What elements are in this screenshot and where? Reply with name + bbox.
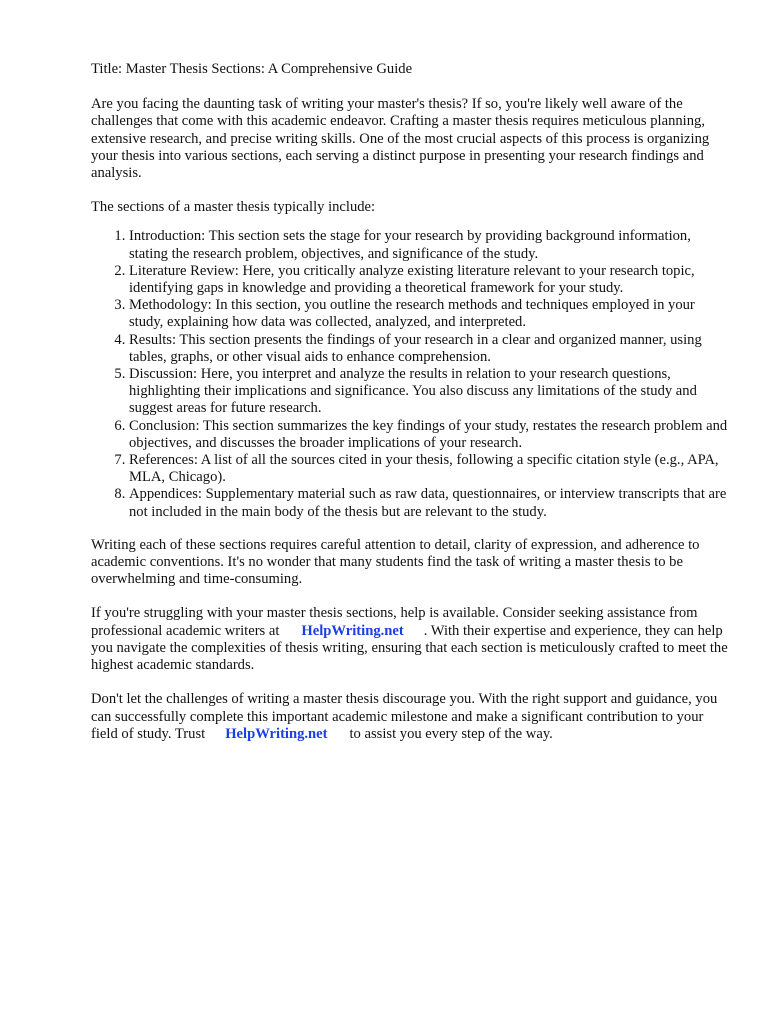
list-item: 1. Introduction: This section sets the stage for your research by providing background information, stating the research problem, objectives, and significance of the study. — [129, 228, 731, 262]
attention-paragraph: Writing each of these sections requires careful attention to detail, clarity of expression, and adherence to academic conventions. It's no wonder that many students find the task of writing a master thesis to be overwhelming and time-consuming. — [91, 536, 700, 588]
helpwriting-link[interactable]: HelpWriting.net — [301, 622, 404, 639]
intro-paragraph: Are you facing the daunting task of writing your master's thesis? If so, you're likely well aware of the challenges that come with this academic endeavor. Crafting a master thesis requires meticulous planning, extensive research, and precise writing skills. One of the most crucial aspects of this process is organizing your thesis into various sections, each serving a distinct purpose in presenting your research findings and analysis. — [91, 96, 710, 182]
closing-text-after: to assist you every step of the way. — [349, 725, 553, 742]
help-text-after: . With their expertise and experience, they can help you navigate the complexities of thesis writing, ensuring that each section is meticulously crafted to meet the highest academic standards. — [91, 622, 728, 674]
helpwriting-link-closing[interactable]: HelpWriting.net — [225, 725, 328, 742]
list-item: 3. Methodology: In this section, you outline the research methods and techniques employed in your study, explaining how data was collected, analyzed, and interpreted. — [129, 297, 731, 331]
help-text-before: If you're struggling with your master thesis sections, help is available. Consider seeking assistance from professional academic writers at — [91, 605, 698, 639]
sections-list — [91, 228, 731, 520]
list-item: 7. References: A list of all the sources cited in your thesis, following a specific citation style (e.g., APA, MLA, Chicago). — [129, 452, 731, 486]
list-item: 4. Results: This section presents the findings of your research in a clear and organized manner, using tables, graphs, or other visual aids to enhance comprehension. — [129, 332, 731, 366]
closing-text-before: Don't let the challenges of writing a master thesis discourage you. With the right support and guidance, you can successfully complete this important academic milestone and make a significant contribution to your field of study. Trust — [91, 691, 718, 742]
document-page — [91, 61, 731, 760]
list-item: 2. Literature Review: Here, you critically analyze existing literature relevant to your research topic, identifying gaps in knowledge and providing a theoretical framework for your study. — [129, 263, 731, 297]
list-item: 6. Conclusion: This section summarizes the key findings of your study, restates the research problem and objectives, and discusses the broader implications of your research. — [129, 418, 731, 452]
sections-lead-text: The sections of a master thesis typically include: — [91, 199, 376, 216]
document-title: Title: Master Thesis Sections: A Comprehensive Guide — [91, 61, 413, 77]
help-paragraph — [91, 605, 731, 674]
list-item: 8. Appendices: Supplementary material such as raw data, questionnaires, or interview transcripts that are not included in the main body of the thesis but are relevant to the study. — [129, 486, 731, 520]
closing-paragraph — [91, 691, 731, 743]
list-item: 5. Discussion: Here, you interpret and analyze the results in relation to your research questions, highlighting their implications and significance. You also discuss any limitations of the study and suggest areas for future research. — [129, 366, 731, 418]
